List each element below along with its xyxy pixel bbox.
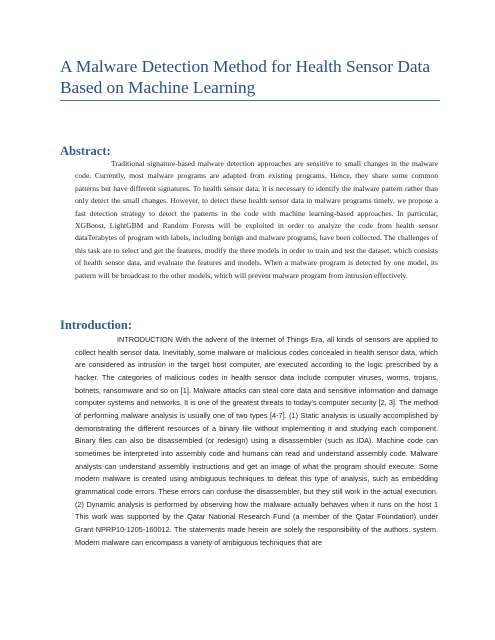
introduction-heading: Introduction: xyxy=(60,318,133,332)
introduction-paragraph: INTRODUCTION With the advent of the Internet of Things Era, all kinds of sensors are applied to collect health sensor data. Inevitably, some malware or malicious codes concealed in health sensor data, which are considered as intrusion in the target host computer, are executed according to the logic prescribed by a hacker. The categories of malicious codes in health sensor data include computer viruses, worms, trojans, botnets, ransomware and so on [1]. Malware attacks can steal core data and sensitive information and damage computer systems and networks. It is one of the greatest threats to today's computer security [2, 3]. The method of performing malware analysis is usually one of two types [4-7]. (1) Static analysis is usually accomplished by demonstrating the different resources of a binary file without implementing it and studying each component. Binary files can also be disassembled (or redesign) using a disassembler (such as IDA). Machine code can sometimes be interpreted into assembly code and humans can read and understand assembly code. Malware analysts can understand assembly instructions and get an image of what the program should execute. Some modern malware is created using ambiguous techniques to defeat this type of analysis, such as embedding grammatical code errors. These errors can confuse the disassembler, but they still work in the actual execution. (2) Dynamic analysis is performed by observing how the malware actually behaves when it runs on the host 1 This work was supported by the Qatar National Research Fund (a member of the Qatar Foundation) under Grant NPRP10-1205-160012. The statements made herein are solely the responsibility of the authors. system. Modern malware can encompass a variety of ambiguous techniques that are xyxy=(75,335,438,547)
document-title: A Malware Detection Method for Health Sensor Data Based on Machine Learning xyxy=(60,57,430,97)
abstract-heading: Abstract: xyxy=(60,144,111,158)
title-divider xyxy=(60,100,440,101)
abstract-paragraph: Traditional signature-based malware detection approaches are sensitive to small changes in the malware code. Currently, most malware programs are adapted from existing programs. Hence, they share some common patterns but have different signatures. To health sensor data, it is necessary to identify the malware pattern rather than only detect the small changes. However, to detect these health sensor data in malware programs timely, we propose a fast detection strategy to detect the patterns in the code with machine learning-based approaches. In particular, XGBoost, LightGBM and Random Forests will be exploited in order to analyze the code from health sensor dataTerabytes of program with labels, including benign and malware programs, have been collected. The challenges of this task are to select and get the features, modify the three models in order to train and test the dataset, which consists of health sensor data, and evaluate the features and models. When a malware program is detected by one model, its pattern will be broadcast to the other models, which will prevent malware program from intrusion effectively. xyxy=(75,159,438,280)
